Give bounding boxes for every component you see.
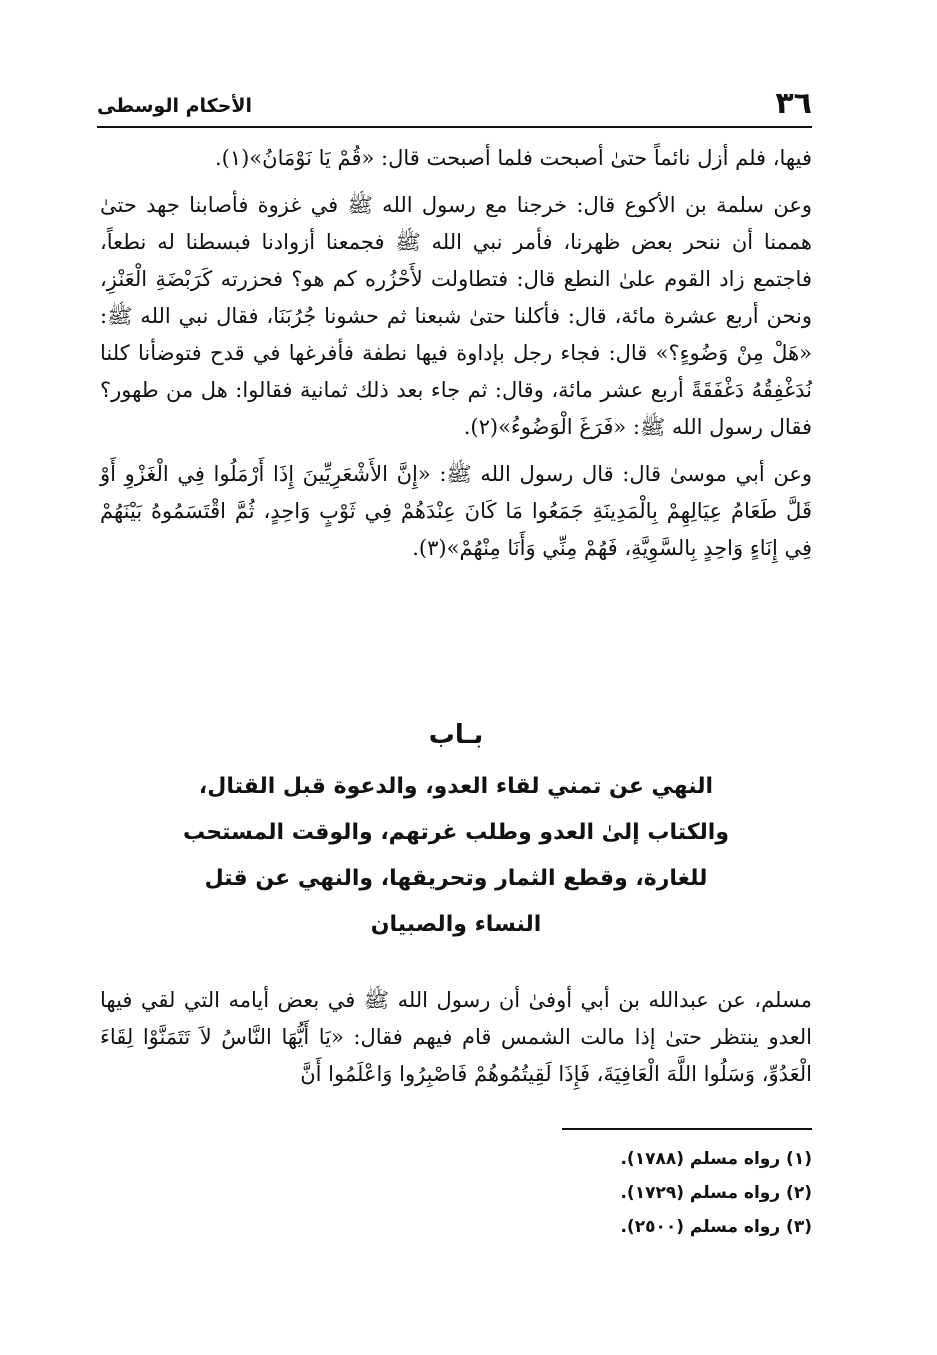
footnote: (٢) رواه مسلم (١٧٢٩). xyxy=(620,1183,812,1203)
paragraph: مسلم، عن عبدالله بن أبي أوفىٰ أن رسول الله ﷺ في بعض أيامه التي لقي فيها العدو ينتظر حتىٰ إذا مالت الشمس قام فيهم فقال: «يَا أَيُّهَا النَّاسُ لاَ تَتَمَنَّوْا لِقَاءَ الْعَدُوِّ، وَسَلُوا اللَّهَ الْعَافِيَةَ، فَإِذَا لَقِيتُمُوهُمْ فَاصْبِرُوا وَاعْلَمُوا أَنَّ xyxy=(100,988,812,1086)
chapter-label: بـاب xyxy=(428,720,484,750)
footnotes xyxy=(100,1142,812,1244)
chapter-title xyxy=(100,764,812,948)
chapter-title-line: النساء والصبيان xyxy=(370,912,542,937)
page-number: ٣٦ xyxy=(775,86,812,121)
paragraph: فيها، فلم أزل نائماً حتىٰ أصبحت فلما أصبحت قال: «قُمْ يَا نَوْمَانُ»(١). xyxy=(214,146,812,170)
footnote-divider xyxy=(562,1128,812,1130)
footnote: (٣) رواه مسلم (٢٥٠٠). xyxy=(620,1217,812,1237)
paragraph: وعن أبي موسىٰ قال: قال رسول الله ﷺ: «إِنَّ الأَشْعَرِيِّينَ إِذَا أَرْمَلُوا فِي الْغَزْوِ أَوْ قَلَّ طَعَامُ عِيَالِهِمْ بِالْمَدِينَةِ جَمَعُوا مَا كَانَ عِنْدَهُمْ فِي ثَوْبٍ وَاحِدٍ، ثُمَّ اقْتَسَمُوهُ بَيْنَهُمْ فِي إِنَاءٍ وَاحِدٍ بِالسَّوِيَّةِ، فَهُمْ مِنِّي وَأَنَا مِنْهُمْ»(٣). xyxy=(100,462,812,560)
chapter-text xyxy=(100,982,812,1093)
chapter-title-line: والكتاب إلىٰ العدو وطلب غرتهم، والوقت المستحب xyxy=(182,820,730,845)
page-header xyxy=(97,86,812,128)
main-text xyxy=(100,140,812,577)
paragraph: وعن سلمة بن الأكوع قال: خرجنا مع رسول الله ﷺ في غزوة فأصابنا جهد حتىٰ هممنا أن ننحر بعض ظهرنا، فأمر نبي الله ﷺ فجمعنا أزوادنا فبسطنا له نطعاً، فاجتمع زاد القوم علىٰ النطع قال: فتطاولت لأَحْزُره كم هو؟ فحزرته كَرَبْضَةِ الْعَنْزِ، ونحن أربع عشرة مائة، قال: فأكلنا حتىٰ شبعنا ثم حشونا جُرُبَنَا، فقال نبي الله ﷺ: «هَلْ مِنْ وَضُوءٍ؟» قال: فجاء رجل بإداوة فيها نطفة فأفرغها في قدح فتوضأنا كلنا نُدَغْفِقُهُ دَغْفَقَةً أربع عشر مائة، وقال: ثم جاء بعد ذلك ثمانية فقالوا: هل من طهور؟ فقال رسول الله ﷺ: «فَرَغَ الْوَضُوءُ»(٢). xyxy=(100,193,812,439)
chapter-title-line: للغارة، وقطع الثمار وتحريقها، والنهي عن قتل xyxy=(204,866,708,891)
chapter-heading xyxy=(100,712,812,948)
chapter-title-line: النهي عن تمني لقاء العدو، والدعوة قبل القتال، xyxy=(198,774,714,799)
footnote: (١) رواه مسلم (١٧٨٨). xyxy=(620,1149,812,1169)
running-title: الأحكام الوسطى xyxy=(97,95,253,117)
